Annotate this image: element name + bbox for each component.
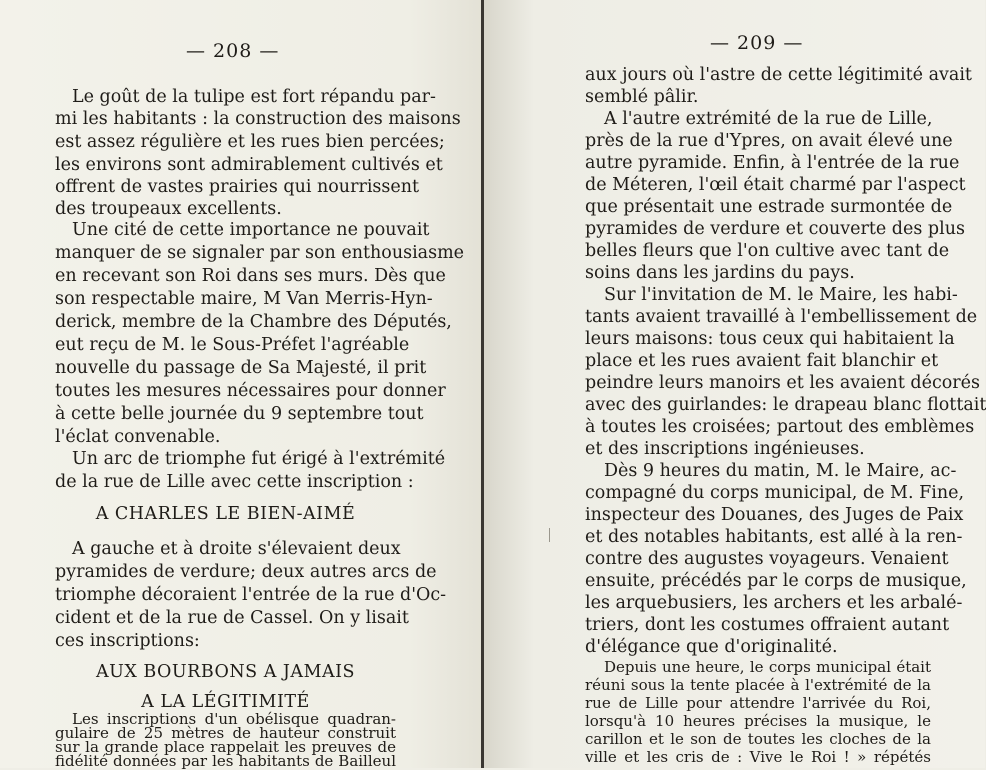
- text-line: Le goût de la tulipe est fort répandu par-: [72, 87, 436, 107]
- text-line: peindre leurs manoirs et les avaient décorés: [585, 373, 981, 393]
- text-line: avec des guirlandes: le drapeau blanc flottait: [585, 395, 986, 415]
- text-line: triomphe décoraient l'entrée de la rue d'Oc-: [55, 585, 447, 605]
- text-line: fidélité données par les habitants de Bailleul: [55, 752, 396, 770]
- text-line: ensuite, précédés par le corps de musique,: [585, 571, 967, 591]
- text-line: soins dans les jardins du pays.: [585, 263, 855, 283]
- text-line: rue de Lille pour attendre l'arrivée du Roi,: [585, 694, 931, 712]
- text-line: que présentait une estrade surmontée de: [585, 197, 953, 217]
- text-line: contre des augustes voyageurs. Venaient: [585, 549, 949, 569]
- inscription-heading: AUX BOURBONS A JAMAIS: [95, 662, 356, 682]
- text-line: à cette belle journée du 9 septembre tout: [55, 404, 424, 424]
- text-line: eut reçu de M. le Sous-Préfet l'agréable: [55, 335, 410, 355]
- text-line: en recevant son Roi dans ses murs. Dès que: [55, 266, 446, 286]
- text-line: l'éclat convenable.: [55, 427, 221, 447]
- text-line: sur la grande place rappelait les preuves de: [55, 738, 396, 756]
- text-line: toutes les mesures nécessaires pour donner: [55, 381, 446, 401]
- text-line: derick, membre de la Chambre des Députés,: [55, 312, 452, 332]
- text-line: les arquebusiers, les archers et les arbalé-: [585, 593, 963, 613]
- text-line: nouvelle du passage de Sa Majesté, il prit: [55, 358, 427, 378]
- text-line: gulaire de 25 mètres de hauteur construit: [55, 724, 396, 742]
- text-line: aux jours où l'astre de cette légitimité avait: [585, 65, 972, 85]
- text-line: autre pyramide. Enfin, à l'entrée de la rue: [585, 153, 960, 173]
- left-page: [0, 0, 482, 768]
- text-line: Sur l'invitation de M. le Maire, les habi-: [604, 285, 958, 305]
- text-line: compagné du corps municipal, de M. Fine,: [585, 483, 965, 503]
- text-line: triers, dont les costumes offraient autant: [585, 615, 950, 635]
- text-line: d'élégance que d'originalité.: [585, 637, 838, 657]
- text-line: offrent de vastes prairies qui nourrissent: [55, 177, 420, 197]
- text-line: carillon et le son de toutes les cloches de la: [585, 730, 931, 748]
- text-line: et des inscriptions ingénieuses.: [585, 439, 865, 459]
- text-line: et des notables habitants, est allé à la ren-: [585, 527, 963, 547]
- text-line: près de la rue d'Ypres, on avait élevé une: [585, 131, 953, 151]
- text-line: A gauche et à droite s'élevaient deux: [72, 539, 401, 559]
- text-line: des troupeaux excellents.: [55, 199, 282, 219]
- text-line: de Méteren, l'œil était charmé par l'aspect: [585, 175, 966, 195]
- text-line: leurs maisons: tous ceux qui habitaient la: [585, 329, 955, 349]
- text-line: Depuis une heure, le corps municipal était: [604, 658, 931, 676]
- inscription-heading: A LA LÉGITIMITÉ: [141, 692, 310, 712]
- text-line: semblé pâlir.: [585, 87, 699, 107]
- text-line: ces inscriptions:: [55, 631, 200, 651]
- text-line: ville et les cris de : Vive le Roi ! » répétés: [585, 748, 931, 766]
- text-line: lorsqu'à 10 heures précises la musique, le: [585, 712, 931, 730]
- text-line: son respectable maire, M Van Merris-Hyn-: [55, 289, 433, 309]
- text-line: les environs sont admirablement cultivés et: [55, 155, 443, 175]
- page-number-left: — 208 —: [186, 40, 280, 62]
- text-line: réuni sous la tente placée à l'extrémité de la: [585, 676, 931, 694]
- text-line: Les inscriptions d'un obélisque quadran-: [72, 710, 396, 728]
- text-line: Une cité de cette importance ne pouvait: [72, 220, 430, 240]
- text-line: manquer de se signaler par son enthousiasme: [55, 243, 465, 263]
- text-line: de la rue de Lille avec cette inscription :: [55, 472, 414, 492]
- text-line: pyramides de verdure et couverte des plus: [585, 219, 965, 239]
- text-line: mi les habitants : la construction des maisons: [55, 109, 461, 129]
- text-line: Un arc de triomphe fut érigé à l'extrémité: [72, 449, 446, 469]
- text-line: A l'autre extrémité de la rue de Lille,: [604, 109, 933, 129]
- text-line: place et les rues avaient fait blanchir et: [585, 351, 939, 371]
- text-line: pyramides de verdure; deux autres arcs de: [55, 562, 437, 582]
- text-line: inspecteur des Douanes, des Juges de Paix: [585, 505, 964, 525]
- page-mark: [549, 528, 550, 542]
- text-line: est assez régulière et les rues bien percées;: [55, 132, 445, 152]
- text-line: belles fleurs que l'on cultive avec tant de: [585, 241, 950, 261]
- text-line: à toutes les croisées; partout des emblèmes: [585, 417, 975, 437]
- right-page: [484, 0, 985, 768]
- page-number-right: — 209 —: [710, 32, 804, 54]
- text-line: cident et de la rue de Cassel. On y lisait: [55, 608, 409, 628]
- text-line: Dès 9 heures du matin, M. le Maire, ac-: [604, 461, 957, 481]
- inscription-heading: A CHARLES LE BIEN-AIMÉ: [95, 504, 356, 524]
- text-line: tants avaient travaillé à l'embellissement de: [585, 307, 978, 327]
